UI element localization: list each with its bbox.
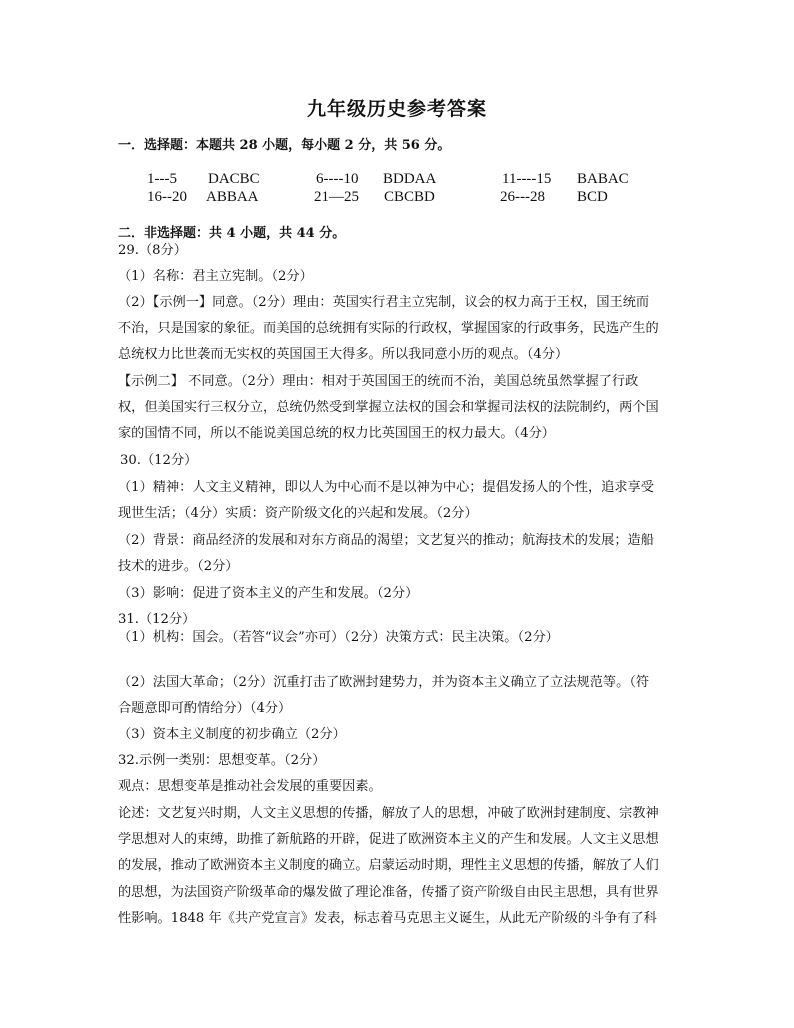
answer-line: 不治，只是国家的象征。而美国的总统拥有实际的行政权，掌握国家的行政事务，民选产生的 (118, 321, 659, 336)
answer-line: 技术的进步。（2分） (118, 559, 239, 574)
question-29-heading: 29.（8分） (118, 243, 187, 258)
answer-range: 1---5 (147, 171, 177, 187)
answer-line: 【示例二】 不同意。（2分）理由：相对于英国国王的统而不治，美国总统虽然掌握了行政 (118, 374, 639, 389)
answer-value: BDDAA (383, 171, 437, 187)
answer-line: 合题意即可酌情给分）（4分） (118, 701, 292, 716)
answer-line: （2）法国大革命；（2分）沉重打击了欧洲封建势力，并为资本主义确立了立法规范等。（符 (118, 675, 650, 690)
answer-line: （2）【示例一】同意。（2分）理由：英国实行君主立宪制，议会的权力高于王权，国王统而 (118, 295, 650, 310)
answer-line: 家的国情不同，所以不能说美国总统的权力比英国国王的权力最大。（4分） (118, 426, 555, 441)
answer-line: 学思想对人的束缚，助推了新航路的开辟，促进了欧洲资本主义的产生和发展。人文主义思想 (118, 832, 659, 847)
answer-line: 权，但美国实行三权分立，总统仍然受到掌握立法权的国会和掌握司法权的法院制约，两个国 (118, 400, 659, 415)
answer-line: （1）名称：君主立宪制。（2分） (118, 269, 313, 284)
section1-heading: 一．选择题：本题共 28 小题，每小题 2 分，共 56 分。 (118, 138, 451, 153)
answer-value: CBCBD (384, 189, 435, 205)
answer-range: 26---28 (500, 189, 545, 205)
answer-line: （1）精神：人文主义精神，即以人为中心而不是以神为中心；提倡发扬人的个性，追求享受 (118, 480, 654, 495)
answer-line: 总统权力比世袭而无实权的英国国王大得多。所以我同意小历的观点。（4分） (118, 347, 569, 362)
answer-line: （2）背景：商品经济的发展和对东方商品的渴望；文艺复兴的推动；航海技术的发展；造船 (118, 533, 654, 548)
answer-line: （3）影响：促进了资本主义的产生和发展。（2分） (118, 586, 419, 601)
answer-range: 16--20 (147, 189, 187, 205)
answer-line: （3）资本主义制度的初步确立（2分） (118, 727, 346, 742)
answer-value: DACBC (208, 171, 260, 187)
answer-line: 论述：文艺复兴时期，人文主义思想的传播，解放了人的思想，冲破了欧洲封建制度、宗教神 (118, 806, 659, 821)
answer-line: 的发展，推动了欧洲资本主义制度的确立。启蒙运动时期，理性主义思想的传播，解放了人们 (118, 858, 659, 873)
answer-value: ABBAA (206, 189, 259, 205)
answer-line: 观点：思想变革是推动社会发展的重要因素。 (118, 779, 382, 794)
question-32-heading: 32.示例一类别：思想变革。（2分） (118, 753, 326, 768)
question-30-heading: 30.（12分） (120, 453, 198, 468)
section2-heading: 二．非选择题：共 4 小题，共 44 分。 (118, 226, 346, 241)
answer-range: 11----15 (502, 171, 552, 187)
answer-range: 21—25 (314, 189, 359, 205)
answer-line: 的思想，为法国资产阶级革命的爆发做了理论准备，传播了资产阶级自由民主思想，具有世界 (118, 885, 659, 900)
question-31-heading: 31.（12分） (118, 612, 196, 627)
answer-line: （1）机构：国会。（若答“议会”亦可）（2分）决策方式：民主决策。（2分） (118, 630, 559, 645)
answer-value: BCD (577, 189, 608, 205)
answer-range: 6----10 (316, 171, 359, 187)
answer-line: 现世生活；（4分）实质：资产阶级文化的兴起和发展。（2分） (118, 506, 478, 521)
answer-value: BABAC (577, 171, 629, 187)
page-title: 九年级历史参考答案 (306, 98, 487, 120)
answer-line: 性影响。1848 年《共产党宣言》发表，标志着马克思主义诞生，从此无产阶级的斗争有了科 (118, 911, 657, 926)
